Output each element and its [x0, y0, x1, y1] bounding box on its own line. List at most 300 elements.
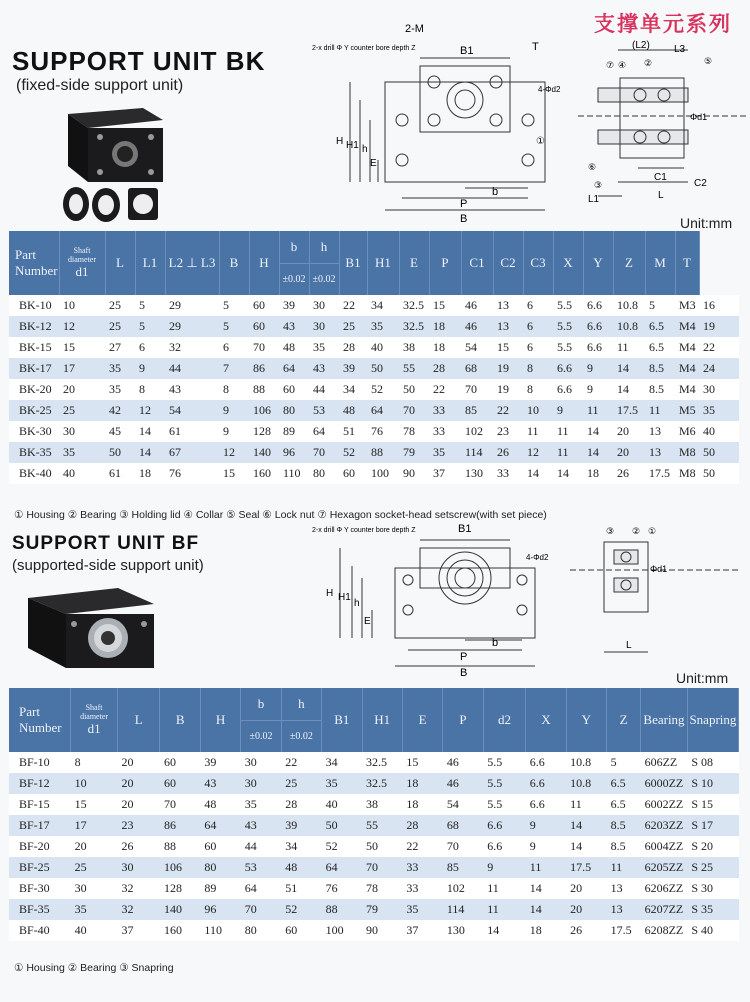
table-cell: 40: [367, 337, 399, 358]
bk-label-e: E: [370, 158, 377, 169]
table-cell: 60: [160, 752, 200, 773]
table-cell: 23: [493, 421, 523, 442]
bk-table-body: [9, 295, 739, 484]
table-cell: 29: [165, 295, 219, 316]
table-cell: 25: [339, 316, 367, 337]
part-number-cell: BF-40: [9, 920, 71, 941]
table-cell: 27: [105, 337, 135, 358]
table-cell: 51: [339, 421, 367, 442]
table-row: [9, 421, 739, 442]
table-cell: 52: [322, 836, 362, 857]
table-cell: M4: [675, 358, 699, 379]
table-cell: 18: [429, 316, 461, 337]
table-cell: 52: [281, 899, 321, 920]
table-cell: 606ZZ: [641, 752, 688, 773]
table-cell: 5: [645, 295, 675, 316]
table-cell: S 20: [687, 836, 738, 857]
table-cell: 6205ZZ: [641, 857, 688, 878]
table-cell: 114: [443, 899, 483, 920]
bk-label-b: b: [492, 186, 499, 198]
bf-label-b1: B1: [458, 523, 472, 535]
bf-col-h1: H1: [362, 688, 402, 752]
table-cell: 6203ZZ: [641, 815, 688, 836]
bf-label-h: H: [326, 588, 334, 599]
table-cell: 39: [279, 295, 309, 316]
table-cell: 11: [645, 400, 675, 421]
bf-label-4d2: 4-Φd2: [526, 553, 549, 562]
table-cell: 6.6: [583, 337, 613, 358]
bk-spec-table: [9, 231, 739, 484]
bf-col-part: Part Number: [9, 688, 71, 752]
bk-col-d1: d1: [75, 264, 89, 279]
table-cell: 5: [219, 316, 249, 337]
table-cell: 37: [402, 920, 442, 941]
table-cell: 19: [493, 379, 523, 400]
table-cell: 25: [105, 295, 135, 316]
table-row: [9, 316, 739, 337]
bk-col-h-tol: ±0.02: [309, 263, 339, 295]
part-number-cell: BK-25: [9, 400, 59, 421]
part-number-cell: BK-15: [9, 337, 59, 358]
table-cell: 88: [160, 836, 200, 857]
table-cell: 18: [429, 337, 461, 358]
bf-label-h1: H1: [338, 592, 351, 603]
bf-col-h: H: [200, 688, 240, 752]
table-cell: M4: [675, 316, 699, 337]
table-cell: 5.5: [553, 316, 583, 337]
table-row: [9, 836, 739, 857]
table-row: [9, 752, 739, 773]
table-cell: 15: [493, 337, 523, 358]
table-cell: 25: [59, 400, 105, 421]
table-cell: 70: [309, 442, 339, 463]
table-cell: 30: [241, 773, 281, 794]
table-cell: 48: [339, 400, 367, 421]
table-cell: 80: [200, 857, 240, 878]
table-cell: 35: [699, 400, 739, 421]
bk-col-l: L: [105, 231, 135, 295]
table-cell: 10.8: [566, 773, 606, 794]
table-cell: M8: [675, 463, 699, 484]
bk-front-drawing: [310, 20, 570, 228]
table-cell: 6.5: [645, 337, 675, 358]
table-cell: 13: [493, 316, 523, 337]
table-cell: S 15: [687, 794, 738, 815]
table-cell: 40: [699, 421, 739, 442]
table-cell: 17.5: [613, 400, 645, 421]
bk-label-l2: (L2): [632, 40, 650, 51]
table-cell: 64: [241, 878, 281, 899]
table-cell: 20: [117, 773, 160, 794]
table-cell: 70: [362, 857, 402, 878]
table-cell: 14: [583, 421, 613, 442]
table-cell: 64: [279, 358, 309, 379]
bk-col-l1: L1: [135, 231, 165, 295]
table-cell: 32.5: [399, 295, 429, 316]
table-cell: 6: [135, 337, 165, 358]
table-cell: 86: [249, 358, 279, 379]
bk-section-drawing: [578, 38, 748, 208]
table-row: [9, 295, 739, 316]
bf-col-b-small: b: [241, 688, 281, 720]
table-cell: 89: [279, 421, 309, 442]
table-cell: 5.5: [483, 752, 526, 773]
table-cell: 35: [241, 794, 281, 815]
bf-label-l: L: [626, 640, 632, 651]
table-row: [9, 815, 739, 836]
table-cell: 54: [461, 337, 493, 358]
table-cell: 53: [241, 857, 281, 878]
table-row: [9, 463, 739, 484]
table-cell: 6208ZZ: [641, 920, 688, 941]
bk-col-shaft-label: Shaft diameter: [68, 246, 96, 264]
table-cell: 14: [483, 920, 526, 941]
bf-col-z: Z: [607, 688, 641, 752]
bk-col-m: M: [645, 231, 675, 295]
bk-label-h1: H1: [346, 140, 359, 151]
table-cell: 29: [165, 316, 219, 337]
bk-label-c1: ①: [536, 136, 545, 147]
part-number-cell: BF-12: [9, 773, 71, 794]
bk-col-c1: C1: [461, 231, 493, 295]
part-number-cell: BK-10: [9, 295, 59, 316]
bf-label-e: E: [364, 616, 371, 627]
table-cell: 102: [443, 878, 483, 899]
table-cell: 25: [105, 316, 135, 337]
bf-col-e: E: [402, 688, 442, 752]
table-cell: 90: [362, 920, 402, 941]
table-cell: 39: [339, 358, 367, 379]
table-cell: 11: [483, 878, 526, 899]
table-cell: 110: [200, 920, 240, 941]
bf-section-drawing: [570, 520, 740, 660]
bf-label-c2: ②: [632, 527, 641, 537]
table-cell: 5: [135, 295, 165, 316]
table-cell: 13: [607, 878, 641, 899]
table-cell: 32.5: [362, 752, 402, 773]
table-cell: 5.5: [553, 337, 583, 358]
table-cell: 46: [443, 752, 483, 773]
table-cell: 28: [429, 358, 461, 379]
bk-col-b-small: b: [279, 231, 309, 263]
bf-title: SUPPORT UNIT BF: [12, 533, 200, 554]
table-cell: 9: [526, 836, 566, 857]
table-cell: 18: [526, 920, 566, 941]
table-cell: 18: [402, 773, 442, 794]
bf-label-h-small: h: [354, 598, 360, 609]
table-cell: 32.5: [362, 773, 402, 794]
bk-label-c3: ③: [594, 181, 603, 191]
table-row: [9, 920, 739, 941]
table-cell: 14: [566, 815, 606, 836]
table-row: [9, 400, 739, 421]
table-cell: 43: [309, 358, 339, 379]
table-row: [9, 442, 739, 463]
table-cell: 6.6: [526, 773, 566, 794]
part-number-cell: BF-10: [9, 752, 71, 773]
table-cell: 140: [160, 899, 200, 920]
table-cell: 52: [339, 442, 367, 463]
table-cell: 20: [117, 794, 160, 815]
table-cell: 34: [322, 752, 362, 773]
table-cell: 9: [553, 400, 583, 421]
table-cell: 14: [613, 358, 645, 379]
bf-col-x: X: [526, 688, 566, 752]
bk-label-c2: ②: [644, 59, 653, 69]
table-cell: 11: [523, 421, 553, 442]
part-number-cell: BF-15: [9, 794, 71, 815]
table-cell: 60: [339, 463, 367, 484]
table-cell: 40: [59, 463, 105, 484]
table-cell: 8: [71, 752, 118, 773]
table-cell: 39: [200, 752, 240, 773]
bk-label-b-big: B: [460, 213, 468, 225]
table-cell: 20: [59, 379, 105, 400]
bf-table-body: [9, 752, 739, 941]
table-cell: 9: [219, 400, 249, 421]
table-cell: 15: [59, 337, 105, 358]
table-cell: 70: [160, 794, 200, 815]
bk-label-t: T: [532, 41, 539, 53]
table-cell: 8.5: [645, 358, 675, 379]
table-cell: 20: [566, 878, 606, 899]
table-cell: 8: [219, 379, 249, 400]
table-cell: M8: [675, 442, 699, 463]
table-cell: 6: [523, 295, 553, 316]
table-cell: 70: [249, 337, 279, 358]
bf-col-p: P: [443, 688, 483, 752]
table-cell: 34: [281, 836, 321, 857]
table-cell: 45: [105, 421, 135, 442]
table-cell: 33: [429, 421, 461, 442]
table-cell: 12: [135, 400, 165, 421]
bk-subtitle: (fixed-side support unit): [16, 77, 184, 94]
table-cell: 35: [71, 899, 118, 920]
table-cell: 43: [200, 773, 240, 794]
table-cell: 55: [362, 815, 402, 836]
table-cell: 70: [399, 400, 429, 421]
table-cell: 30: [59, 421, 105, 442]
table-cell: 24: [699, 358, 739, 379]
table-cell: 160: [249, 463, 279, 484]
table-cell: 22: [493, 400, 523, 421]
table-cell: 14: [613, 379, 645, 400]
table-cell: S 30: [687, 878, 738, 899]
table-cell: 11: [553, 421, 583, 442]
bk-col-shaft: [59, 231, 105, 295]
table-cell: 17.5: [645, 463, 675, 484]
table-cell: 86: [160, 815, 200, 836]
bf-product-photo: [26, 584, 156, 674]
table-cell: 37: [429, 463, 461, 484]
table-cell: 5: [219, 295, 249, 316]
table-cell: 20: [71, 836, 118, 857]
table-cell: 130: [461, 463, 493, 484]
table-cell: 6.6: [583, 295, 613, 316]
table-cell: 5: [135, 316, 165, 337]
bf-label-c3: ③: [606, 527, 615, 537]
table-cell: 78: [399, 421, 429, 442]
table-cell: 6.5: [645, 316, 675, 337]
part-number-cell: BK-40: [9, 463, 59, 484]
table-cell: 5.5: [483, 794, 526, 815]
table-cell: 140: [249, 442, 279, 463]
table-cell: 48: [200, 794, 240, 815]
table-cell: 15: [429, 295, 461, 316]
table-cell: 44: [241, 836, 281, 857]
table-cell: 16: [699, 295, 739, 316]
table-cell: 44: [165, 358, 219, 379]
bk-label-h-small: h: [362, 144, 368, 155]
table-cell: 128: [160, 878, 200, 899]
part-number-cell: BK-17: [9, 358, 59, 379]
table-cell: 35: [367, 316, 399, 337]
table-cell: 28: [402, 815, 442, 836]
table-cell: 10: [523, 400, 553, 421]
table-cell: 48: [279, 337, 309, 358]
bk-col-c2: C2: [493, 231, 523, 295]
table-cell: 70: [443, 836, 483, 857]
part-number-cell: BF-25: [9, 857, 71, 878]
bk-label-c1-dim: C1: [654, 172, 667, 183]
bf-front-drawing: [310, 518, 570, 678]
table-row: [9, 794, 739, 815]
table-cell: M3: [675, 295, 699, 316]
table-row: [9, 857, 739, 878]
bk-label-c6: ⑥: [588, 163, 597, 173]
table-cell: 106: [160, 857, 200, 878]
table-cell: S 35: [687, 899, 738, 920]
bf-col-y: Y: [566, 688, 606, 752]
bk-label-2m: 2-M: [405, 23, 424, 35]
table-cell: 11: [607, 857, 641, 878]
table-cell: 61: [165, 421, 219, 442]
bf-label-b: b: [492, 637, 499, 649]
table-cell: M5: [675, 400, 699, 421]
table-cell: 128: [249, 421, 279, 442]
table-cell: 17: [71, 815, 118, 836]
table-cell: 22: [402, 836, 442, 857]
table-cell: 11: [526, 857, 566, 878]
table-cell: 44: [309, 379, 339, 400]
table-cell: M6: [675, 421, 699, 442]
bf-col-b: B: [160, 688, 200, 752]
table-cell: 35: [105, 379, 135, 400]
bf-col-shaft-label: Shaft diameter: [80, 703, 109, 721]
table-row: [9, 773, 739, 794]
table-cell: S 25: [687, 857, 738, 878]
table-cell: 14: [566, 836, 606, 857]
table-cell: 30: [241, 752, 281, 773]
table-cell: 8: [523, 358, 553, 379]
table-cell: 80: [309, 463, 339, 484]
table-cell: 14: [135, 442, 165, 463]
table-cell: 70: [461, 379, 493, 400]
table-cell: 39: [281, 815, 321, 836]
table-cell: 60: [200, 836, 240, 857]
table-cell: 17.5: [607, 920, 641, 941]
table-cell: 6206ZZ: [641, 878, 688, 899]
table-cell: 67: [165, 442, 219, 463]
table-cell: 76: [165, 463, 219, 484]
table-cell: S 10: [687, 773, 738, 794]
table-cell: 50: [362, 836, 402, 857]
table-cell: 46: [461, 316, 493, 337]
table-cell: 12: [59, 316, 105, 337]
bf-unit-label: Unit:mm: [676, 670, 729, 686]
table-cell: 22: [339, 295, 367, 316]
table-cell: 19: [493, 358, 523, 379]
bk-label-c7: ⑦: [606, 61, 615, 71]
bf-label-drill: 2-x drill Φ Y counter bore depth Z: [312, 527, 416, 534]
table-cell: 20: [613, 442, 645, 463]
bf-col-d1: d1: [87, 721, 101, 736]
table-cell: 6: [523, 337, 553, 358]
table-cell: 8.5: [645, 379, 675, 400]
bf-col-h-small: h: [281, 688, 321, 720]
table-cell: 88: [249, 379, 279, 400]
bk-col-e: E: [399, 231, 429, 295]
table-cell: 50: [367, 358, 399, 379]
table-cell: 13: [493, 295, 523, 316]
table-cell: 12: [219, 442, 249, 463]
table-cell: 85: [461, 400, 493, 421]
table-cell: 6.6: [483, 836, 526, 857]
bk-col-c3: C3: [523, 231, 553, 295]
table-cell: 30: [309, 316, 339, 337]
table-cell: 28: [339, 337, 367, 358]
table-cell: 19: [699, 316, 739, 337]
table-cell: 10: [59, 295, 105, 316]
table-cell: 30: [117, 857, 160, 878]
bk-col-part: Part Number: [9, 231, 59, 295]
table-cell: 68: [461, 358, 493, 379]
table-cell: 22: [429, 379, 461, 400]
table-cell: 17.5: [566, 857, 606, 878]
table-cell: 13: [645, 421, 675, 442]
table-cell: 6000ZZ: [641, 773, 688, 794]
bk-unit-label: Unit:mm: [680, 215, 733, 231]
table-cell: 14: [553, 463, 583, 484]
table-cell: 11: [613, 337, 645, 358]
table-cell: 38: [399, 337, 429, 358]
table-cell: 14: [526, 878, 566, 899]
bk-label-p: P: [460, 198, 468, 210]
table-cell: 8: [523, 379, 553, 400]
table-cell: 34: [339, 379, 367, 400]
bf-label-c1: ①: [648, 527, 657, 537]
bf-col-snapring: Snapring: [687, 688, 738, 752]
table-cell: 14: [523, 463, 553, 484]
table-cell: 85: [443, 857, 483, 878]
bk-label-l: L: [658, 190, 664, 201]
table-cell: 30: [309, 295, 339, 316]
bk-col-h: H: [249, 231, 279, 295]
table-cell: 6: [219, 337, 249, 358]
table-cell: 46: [443, 773, 483, 794]
part-number-cell: BK-35: [9, 442, 59, 463]
bf-col-bearing: Bearing: [641, 688, 688, 752]
table-cell: 8.5: [607, 836, 641, 857]
table-cell: 28: [281, 794, 321, 815]
table-cell: 9: [219, 421, 249, 442]
table-cell: 26: [566, 920, 606, 941]
bf-col-b1: B1: [322, 688, 362, 752]
table-cell: 114: [461, 442, 493, 463]
part-number-cell: BF-20: [9, 836, 71, 857]
bf-legend: ① Housing ② Bearing ③ Snapring: [14, 962, 174, 974]
table-cell: 6.6: [483, 815, 526, 836]
